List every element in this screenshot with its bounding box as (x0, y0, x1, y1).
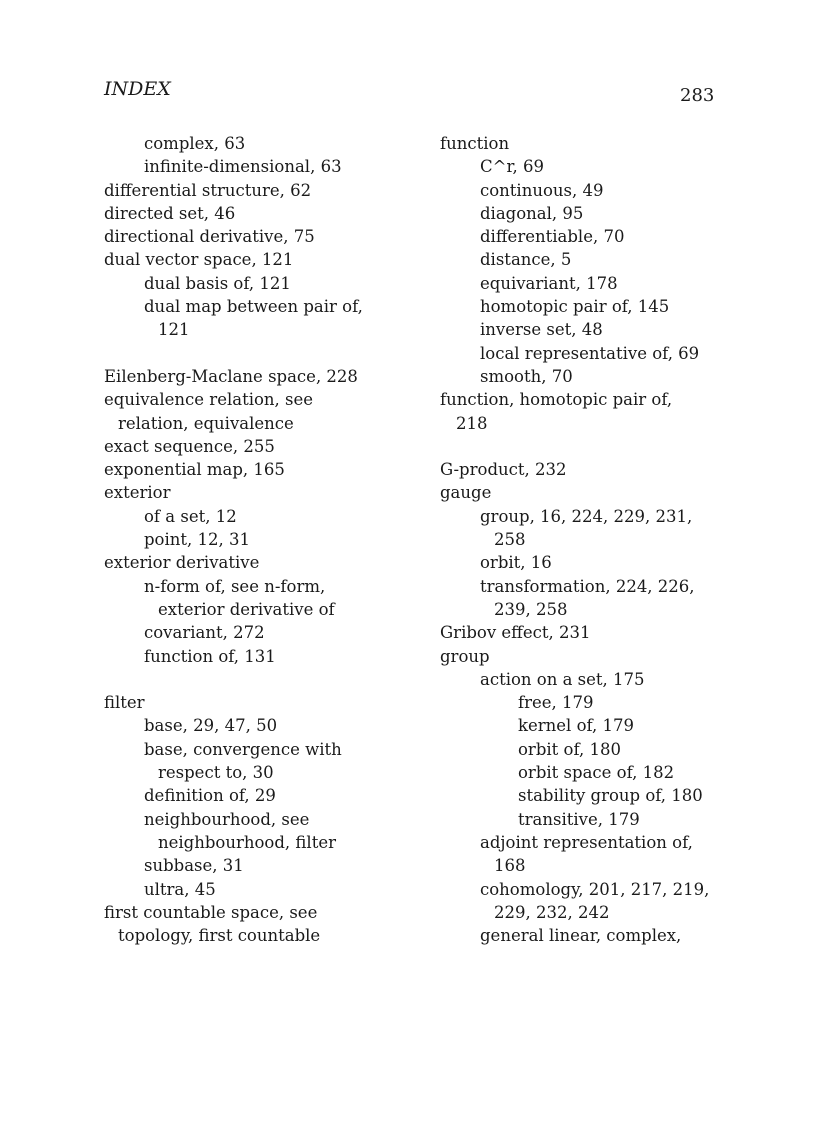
index-subentry: of a set, 12 (144, 506, 237, 526)
see-reference-entry: equivalence relation, see (104, 390, 314, 410)
index-subentry: diagonal, 95 (480, 203, 584, 223)
index-entry: G-product, 232 (440, 460, 567, 480)
index-subentry: group, 16, 224, 229, 231, (480, 506, 693, 526)
index-continuation: topology, first countable (118, 926, 321, 946)
index-subsubentry: kernel of, 179 (518, 716, 634, 736)
index-continuation: 239, 258 (494, 599, 568, 619)
index-entry: function (440, 134, 510, 153)
section-gap (440, 435, 740, 458)
index-subentry: covariant, 272 (144, 623, 265, 643)
index-continuation: neighbourhood, filter (158, 832, 336, 852)
index-subentry: local representative of, 69 (480, 343, 700, 363)
index-subentry: equivariant, 178 (480, 273, 618, 293)
index-entry: gauge (440, 483, 492, 503)
index-subsubentry: free, 179 (518, 693, 594, 713)
index-subentry: inverse set, 48 (480, 320, 603, 340)
index-subentry: orbit, 16 (480, 553, 552, 573)
index-entry: dual vector space, 121 (104, 250, 294, 270)
index-subentry: function of, 131 (144, 646, 276, 666)
index-subentry: smooth, 70 (480, 366, 573, 386)
running-header-title: INDEX (104, 78, 171, 100)
index-subentry: continuous, 49 (480, 180, 604, 200)
index-entry: Gribov effect, 231 (440, 623, 591, 643)
page-number: 283 (680, 85, 715, 106)
index-entry: group (440, 646, 490, 666)
index-subsubentry: orbit of, 180 (518, 739, 621, 759)
index-entry: Eilenberg-Maclane space, 228 (104, 366, 358, 386)
index-entry: first countable space, see (104, 902, 318, 922)
index-continuation: exterior derivative of (158, 599, 335, 619)
index-entry: exterior derivative (104, 553, 260, 573)
index-entry: differential structure, 62 (104, 180, 312, 200)
index-subentry: differentiable, 70 (480, 227, 625, 247)
index-continuation: respect to, 30 (158, 763, 274, 783)
section-gap (104, 342, 424, 365)
index-entry: exponential map, 165 (104, 460, 285, 480)
index-entry: filter (104, 693, 145, 713)
index-continuation: 168 (494, 856, 526, 876)
index-subentry: transformation, 224, 226, (480, 576, 695, 596)
index-subentry: base, 29, 47, 50 (144, 716, 278, 736)
index-subentry: point, 12, 31 (144, 530, 251, 550)
index-subentry: homotopic pair of, 145 (480, 297, 670, 317)
right-index-column (440, 132, 740, 947)
index-continuation: 121 (158, 320, 190, 340)
index-subentry: n-form of, see n-form, (144, 576, 326, 596)
index-continuation: 229, 232, 242 (494, 902, 610, 922)
index-continuation: 218 (456, 413, 488, 433)
index-subentry: distance, 5 (480, 250, 572, 270)
index-entry: exact sequence, 255 (104, 436, 275, 456)
index-subentry: cohomology, 201, 217, 219, (480, 879, 710, 899)
index-subentry: definition of, 29 (144, 786, 276, 806)
index-entry: directional derivative, 75 (104, 227, 315, 247)
index-subsubentry: transitive, 179 (518, 809, 640, 829)
index-subentry: adjoint representation of, (480, 832, 693, 852)
left-index-column (104, 132, 424, 947)
index-subentry: action on a set, 175 (480, 669, 645, 689)
index-entry-see (104, 388, 424, 411)
index-subentry: dual map between pair of, (144, 297, 363, 317)
index-subentry: neighbourhood, see (144, 809, 310, 829)
index-subentry: dual basis of, 121 (144, 273, 291, 293)
index-entry: function, homotopic pair of, (440, 390, 673, 410)
index-subsubentry: orbit space of, 182 (518, 763, 675, 783)
index-entry: directed set, 46 (104, 203, 236, 223)
index-subentry: subbase, 31 (144, 856, 244, 876)
index-subentry: complex, 63 (144, 134, 246, 153)
index-subentry: base, convergence with (144, 739, 342, 759)
index-subentry: C^r, 69 (480, 157, 545, 177)
index-subentry: ultra, 45 (144, 879, 216, 899)
index-subentry: general linear, complex, (480, 926, 682, 946)
index-entry: exterior (104, 483, 171, 503)
index-continuation: relation, equivalence (118, 413, 294, 433)
index-continuation: 258 (494, 530, 526, 550)
index-subsubentry: stability group of, 180 (518, 786, 703, 806)
section-gap (104, 668, 424, 691)
index-subentry: infinite-dimensional, 63 (144, 157, 342, 177)
